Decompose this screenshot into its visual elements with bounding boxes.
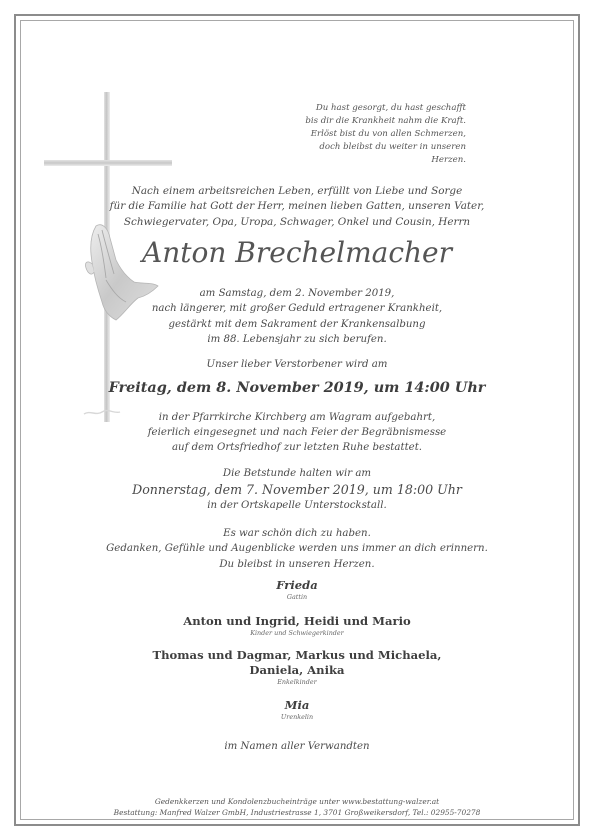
farewell-line: Du bleibst in unseren Herzen. [219,558,375,570]
death-notice-line: gestärkt mit dem Sakrament der Krankensalbung [168,318,426,330]
farewell-line: Es war schön dich zu haben. [223,528,371,539]
death-notice-line: im 88. Lebensjahr zu sich berufen. [207,333,387,345]
mourner-great-grandchild [0,698,594,722]
mourner-names: Thomas und Dagmar, Markus und Michaela, [152,648,442,662]
prayer-section [0,466,594,513]
motto-line: doch bleibst du weiter in unseren Herzen. [319,142,466,165]
footer-line: Gedenkkerzen und Kondolenzbucheinträge unter www.bestattung-walzer.at [154,797,440,806]
mourner-role: Enkelkinder [277,678,317,686]
prayer-place: in der Ortskapelle Unterstockstall. [207,500,387,511]
prayer-intro: Die Betstunde halten wir am [222,468,372,479]
mourner-names: Mia [284,698,310,712]
mourner-role: Urenkelin [280,713,314,721]
motto-line: bis dir die Krankheit nahm die Kraft. [305,116,466,126]
death-notice-line: am Samstag, dem 2. November 2019, [199,288,395,299]
funeral-detail-line: in der Pfarrkirche Kirchberg am Wagram aufgebahrt, [158,412,436,423]
intro-line: für die Familie hat Gott der Herr, meinen lieben Gatten, unseren Vater, [109,200,485,213]
funeral-intro: Unser lieber Verstorbener wird am [206,359,388,370]
death-notice-line: nach längerer, mit großer Geduld ertragener Krankheit, [151,303,443,315]
footer [0,796,594,818]
funeral-detail-line: feierlich eingesegnet und nach Feier der Begräbnismesse [147,427,447,438]
mourner-spouse [0,578,594,602]
closing-line: im Namen aller Verwandten [224,741,370,752]
mourner-children [0,614,594,638]
funeral-detail-line: auf dem Ortsfriedhof zur letzten Ruhe bestattet. [171,442,423,453]
prayer-date: Donnerstag, dem 7. November 2019, um 18:00 Uhr [132,482,462,497]
mourner-names: Anton und Ingrid, Heidi und Mario [183,614,411,628]
mourner-role: Kinder und Schwiegerkinder [250,629,344,637]
funeral-details [0,410,594,455]
mourner-names: Frieda [276,578,318,592]
footer-line: Bestattung: Manfred Walzer GmbH, Industriestrasse 1, 3701 Großweikersdorf, Tel.: 02955-70278 [113,808,481,817]
motto-line: Erlöst bist du von allen Schmerzen, [310,129,466,139]
intro-line: Nach einem arbeitsreichen Leben, erfüllt von Liebe und Sorge [131,185,463,197]
death-notice [0,286,594,347]
motto-line: Du hast gesorgt, du hast geschafft [315,103,466,113]
motto-poem [300,102,466,167]
farewell-text [0,526,594,572]
mourner-names: Daniela, Anika [249,663,345,677]
intro-text [0,184,594,230]
deceased-name: Anton Brechelmacher [142,236,452,269]
mourner-grandchildren [0,648,594,687]
funeral-date: Freitag, dem 8. November 2019, um 14:00 Uhr [108,379,486,396]
cross-beam [44,160,172,166]
farewell-line: Gedanken, Gefühle und Augenblicke werden uns immer an dich erinnern. [106,543,488,555]
mourner-role: Gattin [286,593,308,601]
intro-line: Schwiegervater, Opa, Uropa, Schwager, Onkel und Cousin, Herrn [123,215,471,228]
